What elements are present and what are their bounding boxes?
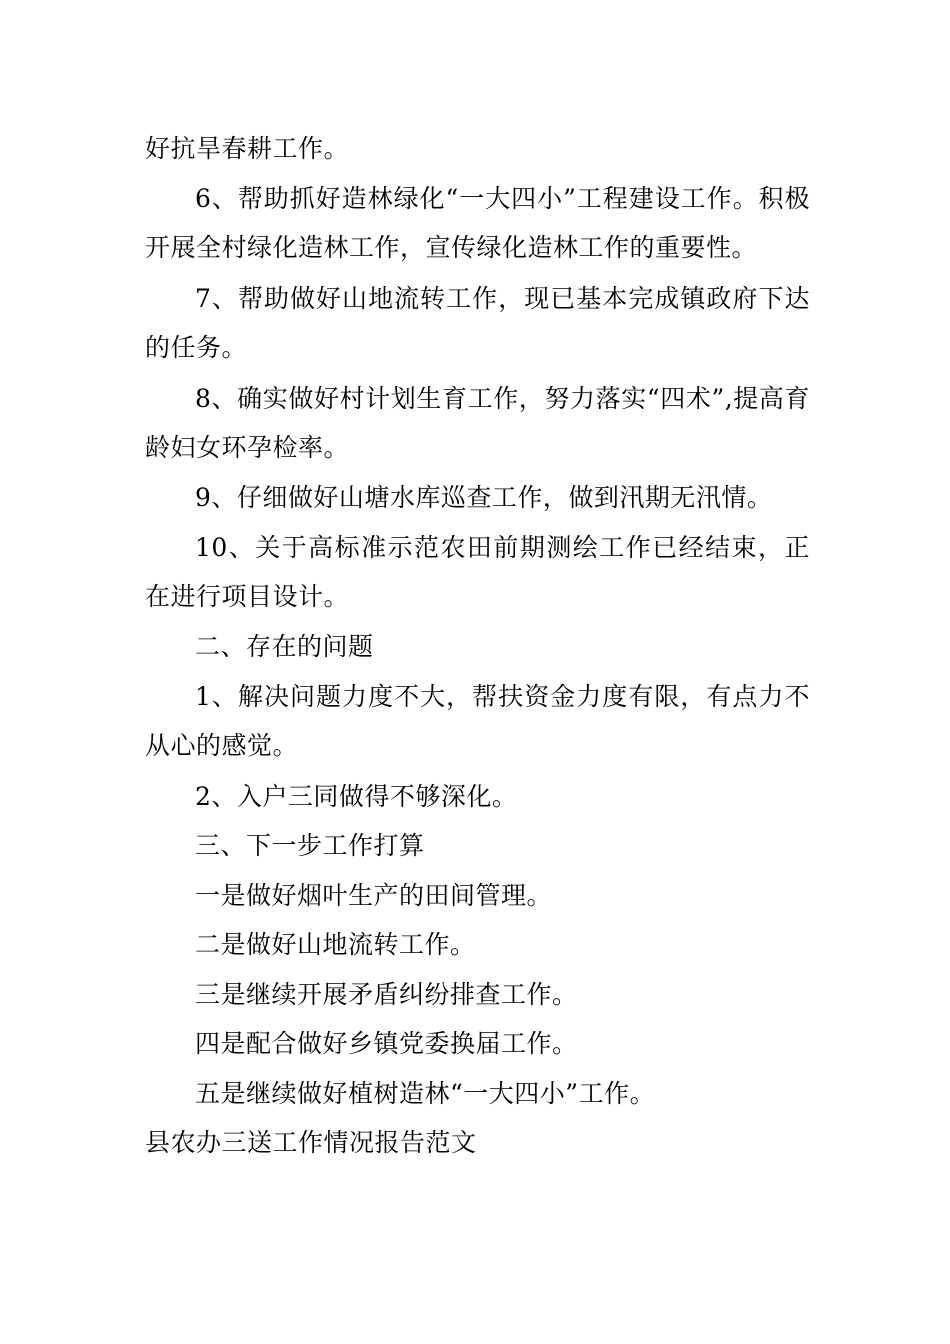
paragraph-item-9: 9、仔细做好山塘水库巡查工作，做到汛期无汛情。: [195, 483, 773, 512]
problem-item-1: 1、解决问题力度不大，帮扶资金力度有限，有点力不从心的感觉。: [145, 682, 810, 760]
paragraph-item-6: 6、帮助抓好造林绿化“一大四小”工程建设工作。积极开展全村绿化造林工作，宣传绿化造林工作的重要性。: [145, 184, 810, 262]
next-document-title: 县农办三送工作情况报告范文: [145, 1128, 477, 1157]
paragraph-item-7: 7、帮助做好山地流转工作，现已基本完成镇政府下达的任务。: [145, 284, 810, 362]
plan-item-1: 一是做好烟叶生产的田间管理。: [195, 881, 553, 910]
paragraph-item-10: 10、关于高标准示范农田前期测绘工作已经结束，正在进行项目设计。: [145, 533, 810, 611]
plan-item-5: 五是继续做好植树造林“一大四小”工作。: [195, 1079, 656, 1108]
paragraph-continued: 好抗旱春耕工作。: [145, 134, 350, 163]
plan-item-2: 二是做好山地流转工作。: [195, 930, 476, 959]
paragraph-item-8: 8、确实做好村计划生育工作，努力落实“四术”,提高育龄妇女环孕检率。: [145, 384, 810, 462]
plan-item-4: 四是配合做好乡镇党委换届工作。: [195, 1029, 578, 1058]
plan-item-3: 三是继续开展矛盾纠纷排查工作。: [195, 980, 578, 1009]
section-heading-next-steps: 三、下一步工作打算: [195, 831, 425, 860]
problem-item-2: 2、入户三同做得不够深化。: [195, 782, 518, 811]
section-heading-problems: 二、存在的问题: [195, 632, 374, 661]
